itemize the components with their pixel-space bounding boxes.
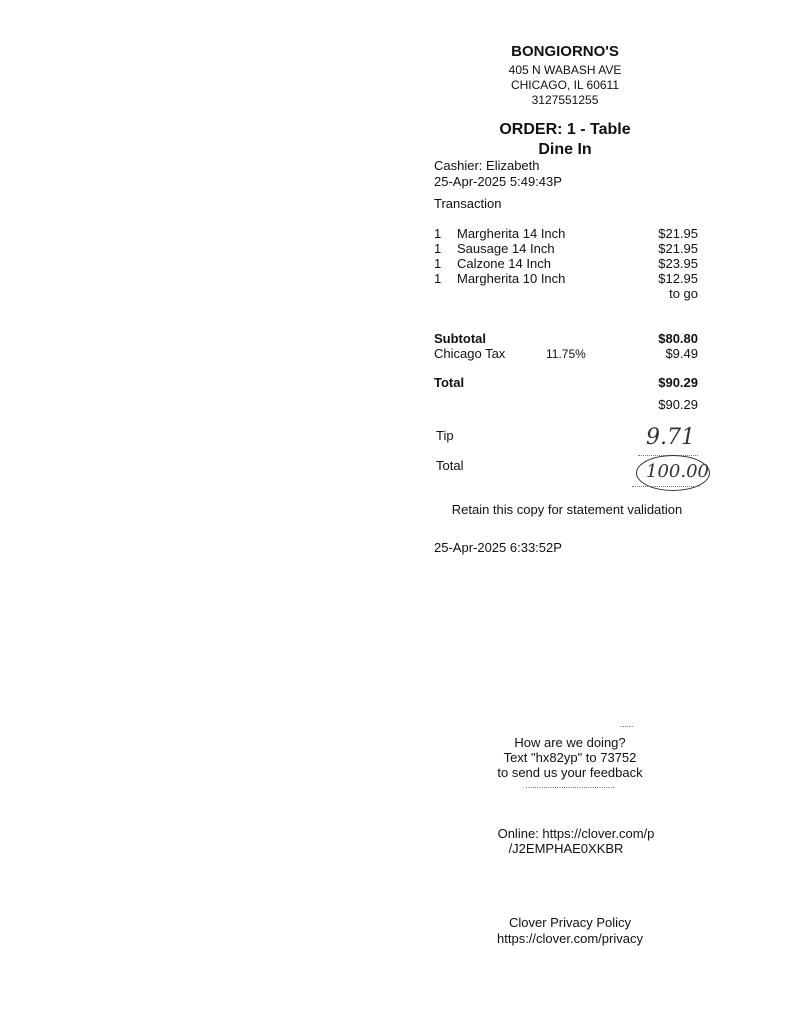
item-qty: 1: [434, 226, 442, 241]
cashier-name: Cashier: Elizabeth: [434, 158, 540, 173]
total-handwritten: 100.00: [646, 461, 709, 482]
online-link-line-1: Online: https://clover.com/p: [497, 826, 655, 841]
order-title: ORDER: 1 - Table: [499, 121, 631, 138]
address-line-2: CHICAGO, IL 60611: [510, 78, 620, 92]
list-item: [434, 226, 698, 241]
item-name: Sausage 14 Inch: [457, 241, 555, 256]
tip-label: Tip: [436, 428, 454, 443]
list-item: [434, 256, 698, 271]
retain-copy-text: Retain this copy for statement validation: [451, 502, 683, 517]
total-line: [632, 486, 700, 487]
print-datetime: 25-Apr-2025 6:33:52P: [434, 540, 562, 555]
list-item: [434, 241, 698, 256]
total-value-repeat: $90.29: [658, 397, 698, 412]
item-price: $23.95: [658, 256, 698, 271]
item-name: Calzone 14 Inch: [457, 256, 551, 271]
address-line-1: 405 N WABASH AVE: [508, 63, 622, 77]
phone-number: 3127551255: [531, 93, 599, 107]
tax-label: Chicago Tax: [434, 346, 506, 361]
restaurant-name: BONGIORNO'S: [511, 43, 619, 60]
item-qty: 1: [434, 271, 442, 286]
tax-value: $9.49: [665, 346, 698, 361]
item-price: $21.95: [658, 226, 698, 241]
item-name: Margherita 10 Inch: [457, 271, 566, 286]
tax-rate: 11.75%: [546, 347, 586, 361]
list-item: [434, 271, 698, 286]
feedback-dots-bottom: ........................................: [525, 781, 615, 790]
subtotal-value: $80.80: [658, 331, 698, 346]
total-label: Total: [434, 375, 465, 390]
tip-handwritten: 9.71: [646, 425, 695, 450]
feedback-line-1: How are we doing?: [514, 735, 626, 750]
feedback-dots-top: ......: [620, 720, 634, 729]
item-qty: 1: [434, 256, 442, 271]
item-price: $12.95: [658, 271, 698, 286]
online-link-line-2: /J2EMPHAE0XKBR: [508, 841, 624, 856]
privacy-title: Clover Privacy Policy: [508, 915, 632, 930]
total-value: $90.29: [658, 375, 698, 390]
item-qty: 1: [434, 241, 442, 256]
privacy-url: https://clover.com/privacy: [497, 931, 643, 946]
item-note: to go: [669, 286, 698, 301]
order-type: Dine In: [538, 141, 592, 158]
order-datetime: 25-Apr-2025 5:49:43P: [434, 174, 562, 189]
feedback-line-2: Text "hx82yp" to 73752: [503, 750, 637, 765]
transaction-label: Transaction: [434, 196, 502, 211]
subtotal-label: Subtotal: [434, 331, 486, 346]
item-name: Margherita 14 Inch: [457, 226, 566, 241]
total-tip-label: Total: [436, 458, 464, 473]
feedback-line-3: to send us your feedback: [497, 765, 643, 780]
item-price: $21.95: [658, 241, 698, 256]
